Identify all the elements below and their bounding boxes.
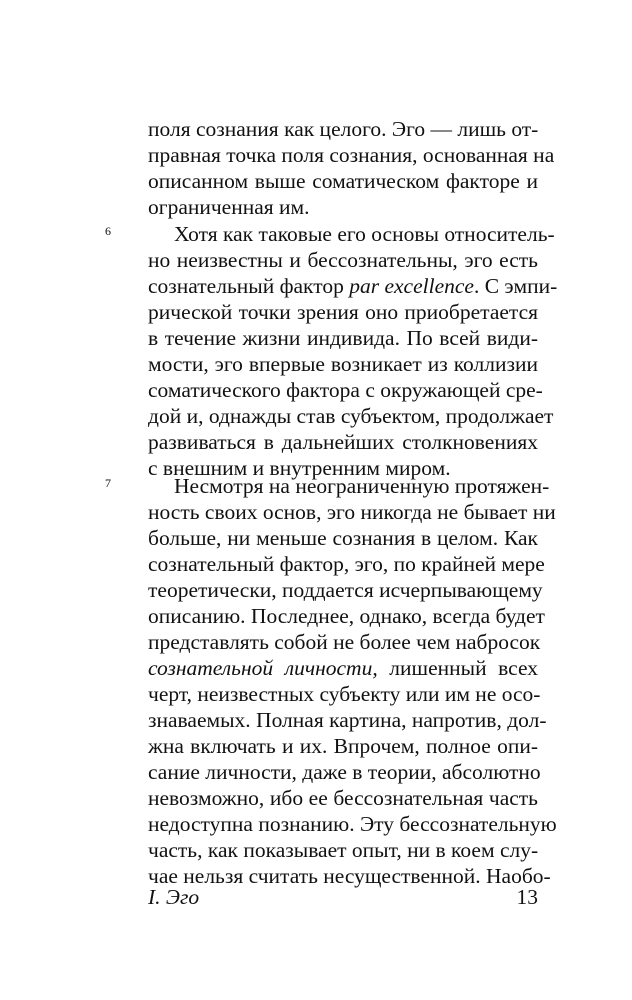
text-line: сознательный фактор, эго, по крайней мере	[148, 552, 545, 576]
text-line: ограниченная им.	[148, 195, 310, 219]
text-line: больше, ни меньше сознания в целом. Как	[148, 526, 538, 550]
text-line: в течение жизни индивида. По всей види-	[148, 326, 538, 350]
text-line: чае нельзя считать несущественной. Наобо-	[148, 864, 551, 888]
text-line: описанию. Последнее, однако, всегда будет	[148, 604, 545, 628]
text-line: рической точки зрения оно приобретается	[148, 300, 538, 324]
running-head: I. Эго	[148, 885, 200, 909]
text-line: Несмотря на неограниченную протяжен-	[174, 474, 550, 498]
text-line: жна включать и их. Впрочем, полное опи-	[148, 734, 538, 758]
text-line: теоретически, поддается исчерпывающему	[148, 578, 543, 602]
text-line: но неизвестны и бессознательны, эго есть	[148, 248, 538, 272]
italic-phrase: par excellence	[349, 274, 474, 298]
text-line: описанном выше соматическом факторе и	[148, 169, 538, 193]
text-line: сознательный фактор par excellence. С эмпи-	[148, 274, 558, 298]
paragraph-number-7: 7	[105, 476, 111, 490]
text-line: дой и, однажды став субъектом, продолжает	[148, 404, 554, 428]
text-line: правная точка поля сознания, основанная на	[148, 143, 555, 167]
italic-phrase: сознательной личности,	[148, 656, 378, 680]
text-line: недоступна познанию. Эту бессознательную	[148, 812, 557, 836]
text-line: представлять собой не более чем набросок	[148, 630, 541, 654]
text-line: черт, неизвестных субъекту или им не осо-	[148, 682, 541, 706]
text-line: знаваемых. Полная картина, напротив, дол-	[148, 708, 547, 732]
text-line: развиваться в дальнейших столкновениях	[148, 430, 538, 454]
text-line: поля сознания как целого. Эго — лишь от-	[148, 117, 539, 141]
text-line: ность своих основ, эго никогда не бывает ни	[148, 500, 556, 524]
text-line: сознательной личности, лишенный всех	[148, 656, 538, 680]
text-line: Хотя как таковые его основы относитель-	[174, 222, 555, 246]
text-line: часть, как показывает опыт, ни в коем слу-	[148, 838, 539, 862]
text-line: сание личности, даже в теории, абсолютно	[148, 760, 541, 784]
text-line: соматического фактора с окружающей сре-	[148, 378, 543, 402]
text-line: с внешним и внутренним миром.	[148, 456, 451, 480]
text-line: мости, эго впервые возникает из коллизии	[148, 352, 538, 376]
paragraph-number-6: 6	[105, 224, 111, 238]
page-number: 13	[516, 885, 538, 909]
text-line: невозможно, ибо ее бессознательная часть	[148, 786, 538, 810]
